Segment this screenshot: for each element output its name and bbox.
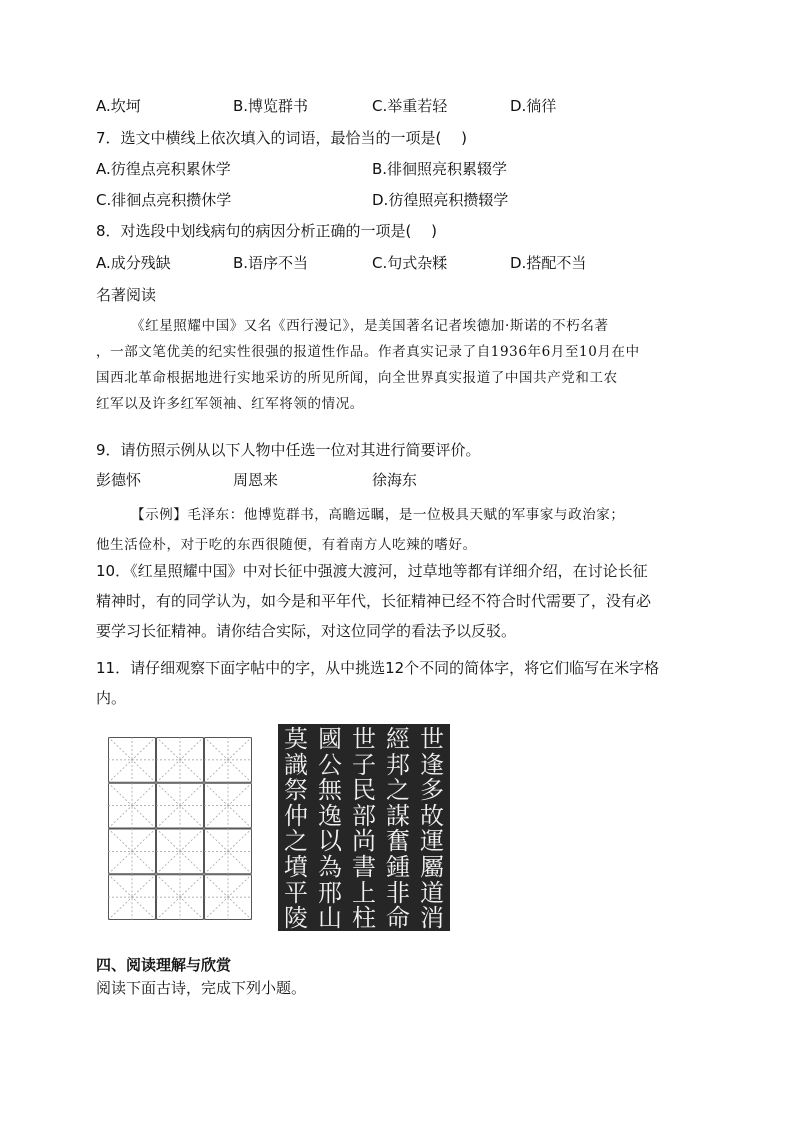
stele-character: 陵 <box>284 904 308 933</box>
intro-paragraph <box>96 313 706 417</box>
rice-grid-cell <box>204 874 252 920</box>
stele-character: 非 <box>386 878 410 907</box>
stele-character: 尚 <box>352 827 376 856</box>
stele-character: 鍾 <box>386 853 410 881</box>
q9-example-line: 【示例】毛泽东：他博览群书，高瞻远瞩，是一位极具天赋的军事家与政治家； <box>131 507 625 523</box>
stele-character: 世 <box>352 725 376 753</box>
rice-grid-cell <box>156 874 204 920</box>
stele-column <box>415 724 449 931</box>
q7-option-b: B.徘徊照亮积累辍学 <box>372 160 508 178</box>
stele-character: 國 <box>318 725 342 753</box>
stele-character: 柱 <box>352 904 376 933</box>
stele-character: 山 <box>318 904 342 933</box>
q9-example <box>96 500 706 560</box>
q7-option-a: A.彷徨点亮积累休学 <box>96 160 231 178</box>
stele-character: 道 <box>420 878 444 907</box>
stele-character: 邢 <box>318 878 342 907</box>
rice-grid-cell <box>204 737 252 783</box>
q10-line: 要学习长征精神。请你结合实际，对这位同学的看法予以反驳。 <box>96 622 517 640</box>
section-mingzhu-title: 名著阅读 <box>96 286 157 304</box>
stele-character: 上 <box>352 878 376 907</box>
q7-option-d: D.彷徨照亮积攒辍学 <box>372 191 509 209</box>
stele-character: 奮 <box>386 827 410 856</box>
stele-character: 子 <box>352 750 376 779</box>
rice-grid-cell <box>156 783 204 829</box>
q6-option-b: B.博览群书 <box>233 97 309 115</box>
calligraphy-copybook-image <box>278 724 450 931</box>
stele-character: 莫 <box>284 725 308 753</box>
q9-person-1: 彭德怀 <box>96 471 142 489</box>
stele-character: 無 <box>318 776 342 805</box>
stele-character: 命 <box>386 904 410 933</box>
stele-character: 仲 <box>284 801 308 830</box>
stele-character: 謀 <box>386 801 410 830</box>
stele-character: 以 <box>318 827 342 856</box>
stele-character: 墳 <box>284 853 308 881</box>
q9-person-3: 徐海东 <box>372 471 418 489</box>
stele-character: 部 <box>352 801 376 830</box>
stele-column <box>381 724 415 931</box>
q7-stem: 7．选文中横线上依次填入的词语，最恰当的一项是( ) <box>96 129 468 147</box>
q6-option-a: A.坎坷 <box>96 97 141 115</box>
rice-grid-cell <box>204 829 252 875</box>
q9-example-line: 他生活俭朴，对于吃的东西很随便，有着南方人吃辣的嗜好。 <box>96 537 477 553</box>
q7-option-c: C.徘徊点亮积攒休学 <box>96 191 232 209</box>
stele-character: 之 <box>284 827 308 856</box>
stele-character: 公 <box>318 750 342 779</box>
intro-line: 国西北革命根据地进行实地采访的所见所闻，向全世界真实报道了中国共产党和工农 <box>96 370 618 386</box>
section-four-title: 四、阅读理解与欣赏 <box>96 956 232 974</box>
section-four-instruction: 阅读下面古诗，完成下列小题。 <box>96 979 307 997</box>
stele-character: 祭 <box>284 776 308 805</box>
stele-character: 書 <box>352 853 376 881</box>
q11-line: 内。 <box>96 689 127 707</box>
q9-stem: 9．请仿照示例从以下人物中任选一位对其进行简要评价。 <box>96 441 481 459</box>
stele-character: 平 <box>284 878 308 907</box>
q11-block <box>96 653 706 713</box>
q8-option-c: C.句式杂糅 <box>372 254 448 272</box>
q8-option-b: B.语序不当 <box>233 254 309 272</box>
stele-character: 運 <box>420 827 444 856</box>
rice-character-grid <box>108 737 252 920</box>
stele-character: 屬 <box>420 853 444 881</box>
q6-option-c: C.举重若轻 <box>372 97 448 115</box>
intro-line: 《红星照耀中国》又名《西行漫记》，是美国著名记者埃德加·斯诺的不朽名著 <box>131 318 609 334</box>
q10-line: 10．《红星照耀中国》中对长征中强渡大渡河，过草地等都有详细介绍，在讨论长征 <box>96 562 648 580</box>
stele-character: 經 <box>386 725 410 753</box>
rice-grid-cell <box>156 737 204 783</box>
q8-stem: 8．对选段中划线病句的病因分析正确的一项是( ) <box>96 222 438 240</box>
stele-character: 逸 <box>318 801 342 830</box>
q9-person-2: 周恩来 <box>233 471 279 489</box>
intro-line: 红军以及许多红军领袖、红军将领的情况。 <box>96 396 364 412</box>
stele-character: 逢 <box>420 750 444 779</box>
stele-character: 民 <box>352 776 376 805</box>
rice-grid-cell <box>204 783 252 829</box>
stele-character: 識 <box>284 750 308 779</box>
stele-character: 消 <box>420 904 444 933</box>
rice-grid-cell <box>108 829 156 875</box>
q10-line: 精神时，有的同学认为，如今是和平年代，长征精神已经不符合时代需要了，没有必 <box>96 592 652 610</box>
rice-grid-cell <box>108 874 156 920</box>
stele-character: 世 <box>420 725 444 753</box>
stele-character: 多 <box>420 776 444 805</box>
stele-character: 故 <box>420 801 444 830</box>
rice-grid-cell <box>108 783 156 829</box>
rice-grid-cell <box>108 737 156 783</box>
stele-column <box>347 724 381 931</box>
q6-option-d: D.徜徉 <box>510 97 557 115</box>
stele-character: 為 <box>318 853 342 881</box>
q8-option-d: D.搭配不当 <box>510 254 587 272</box>
stele-column <box>313 724 347 931</box>
stele-column <box>279 724 313 931</box>
rice-grid-cell <box>156 829 204 875</box>
stele-character: 之 <box>386 776 410 805</box>
intro-line: ，一部文笔优美的纪实性很强的报道性作品。作者真实记录了自1936年6月至10月在中 <box>96 344 640 360</box>
q8-option-a: A.成分残缺 <box>96 254 171 272</box>
stele-character: 邦 <box>386 750 410 779</box>
q11-line: 11．请仔细观察下面字帖中的字，从中挑选12个不同的简体字，将它们临写在米字格 <box>96 659 660 677</box>
q10-block <box>96 556 706 646</box>
